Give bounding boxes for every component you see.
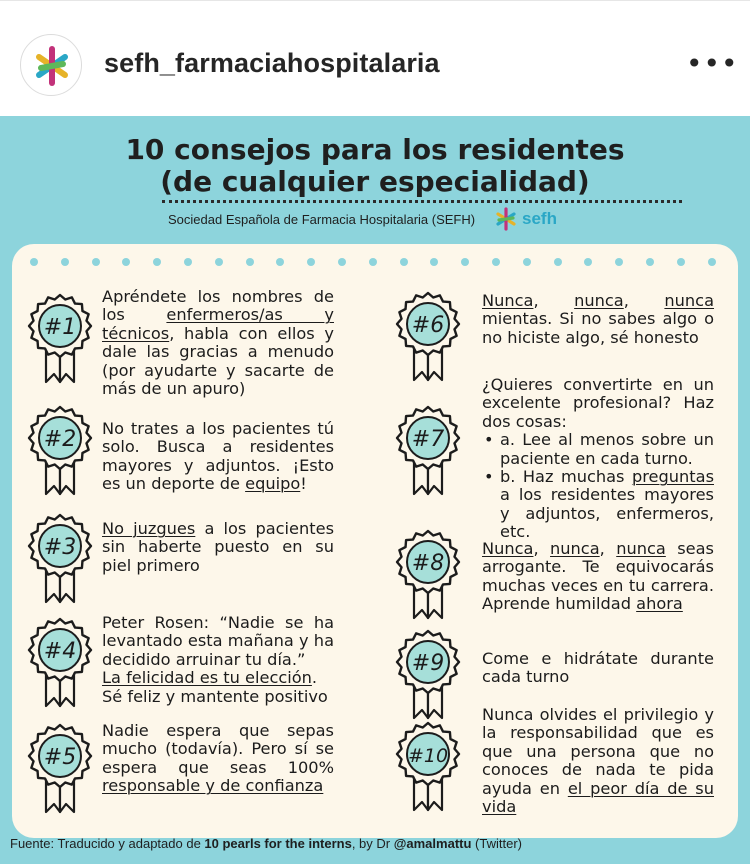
badge-number: #5: [43, 745, 77, 770]
tip-text-fragment: .: [311, 668, 318, 688]
emphasis-text: La felicidad es tu elección: [102, 668, 312, 688]
more-horizontal-icon[interactable]: •••: [686, 47, 739, 80]
tip-text-fragment: Come e hidrátate durante cada turno: [482, 649, 714, 687]
decorative-dot: [276, 258, 284, 266]
decorative-dot: [523, 258, 531, 266]
tip-paragraph: [102, 520, 334, 575]
ribbon-badge-icon: [26, 616, 94, 708]
decorative-dot: [646, 258, 654, 266]
tip-text-fragment: , habla con ellos y dale las gracias a menudo (por ayudarte y sacarte de más de un apuro): [102, 323, 334, 399]
ribbon-badge-icon: [26, 404, 94, 496]
badge-number: #6: [411, 313, 445, 338]
tip-paragraph: [102, 614, 334, 706]
infographic: [0, 116, 750, 864]
tip-bullet-item: [482, 431, 714, 468]
tip-9-text: [482, 650, 714, 687]
tip-text-fragment: !: [300, 474, 307, 494]
tip-text-fragment: ,: [599, 539, 617, 558]
emphasis-text: nunca: [664, 291, 715, 310]
tip-8-text: [482, 540, 714, 614]
badge-number: #3: [43, 535, 77, 560]
badge-number: #4: [43, 639, 77, 664]
decorative-dot: [369, 258, 377, 266]
decorative-dot: [677, 258, 685, 266]
tip-bullet-item: [482, 468, 714, 542]
sefh-logo: [492, 204, 557, 234]
tip-3-text: [102, 520, 334, 575]
sefh-mark-icon: [492, 205, 520, 233]
badge-number: #10: [407, 745, 449, 767]
ribbon-badge-icon: [26, 512, 94, 604]
badge-number: #7: [411, 427, 445, 452]
tip-text-fragment: mientas. Si no sabes algo o no hiciste algo, sé honesto: [482, 309, 714, 347]
tip-text-fragment: ,: [533, 539, 551, 558]
tip-4-text: [102, 614, 334, 706]
badge-number: #1: [43, 315, 77, 340]
footer-prefix: Fuente: Traducido y adaptado de: [10, 836, 205, 851]
emphasis-text: enfermeros/as y técnicos: [102, 305, 334, 343]
tip-text-fragment: a los pacientes sin haberte puesto en su piel primero: [102, 519, 334, 575]
source-footer: [10, 836, 522, 851]
decorative-dot: [307, 258, 315, 266]
tip-7-text: [482, 376, 714, 542]
decorative-dot: [122, 258, 130, 266]
emphasis-text: No juzgues: [102, 519, 196, 538]
tip-paragraph: [482, 376, 714, 431]
title-divider: [162, 200, 682, 203]
decorative-dot: [584, 258, 592, 266]
tip-paragraph: [102, 420, 334, 494]
tip-text-fragment: Apréndete los nombres de los: [102, 287, 334, 325]
poster-title-line1: 10 consejos para los residentes: [125, 133, 625, 166]
decorative-dot: [30, 258, 38, 266]
decorative-dot: [400, 258, 408, 266]
emphasis-text: el peor día de su vida: [482, 778, 714, 817]
ribbon-badge-icon: [394, 404, 462, 496]
tip-paragraph: [482, 292, 714, 347]
decorative-dot: [430, 258, 438, 266]
tips-card: [12, 244, 738, 838]
badge-number: #2: [43, 427, 77, 452]
emphasis-text: nunca: [616, 539, 666, 558]
sefh-logo-text: sefh: [522, 209, 557, 228]
tip-paragraph: [482, 650, 714, 687]
emphasis-text: ahora: [636, 594, 683, 614]
decorative-dot: [61, 258, 69, 266]
tip-6-text: [482, 292, 714, 347]
ribbon-badge-icon: [26, 722, 94, 814]
tip-text-fragment: ,: [623, 291, 665, 310]
ribbon-badge-icon: [394, 528, 462, 620]
tip-paragraph: [102, 722, 334, 796]
tip-5-text: [102, 722, 334, 796]
tip-paragraph: [482, 540, 714, 614]
decorative-dot: [246, 258, 254, 266]
decorative-dot: [92, 258, 100, 266]
emphasis-text: nunca: [550, 539, 600, 558]
decorative-dot: [153, 258, 161, 266]
post-header: [0, 0, 750, 116]
tip-text-fragment: No trates a los pacientes tú solo. Busca a residentes mayores y adjuntos. ¡Esto es un deporte de: [102, 419, 334, 494]
poster-title-line2: (de cualquier especialidad): [160, 165, 590, 198]
tip-text-fragment: b. Haz muchas: [500, 467, 632, 487]
tip-2-text: [102, 420, 334, 494]
emphasis-text: equipo: [245, 474, 301, 494]
emphasis-text: Nunca: [482, 291, 534, 310]
tip-paragraph: [102, 288, 334, 398]
tip-text-fragment: Peter Rosen: “Nadie se ha levantado esta mañana y ha decidido arruinar tu día.”: [102, 613, 334, 669]
ribbon-badge-icon: [394, 290, 462, 382]
ribbon-badge-icon: [394, 720, 462, 812]
decorative-dot: [708, 258, 716, 266]
footer-source: 10 pearls for the interns: [204, 836, 352, 851]
tip-1-text: [102, 288, 334, 398]
tip-text-fragment: Nadie espera que sepas mucho (todavía). Pero sí se espera que seas 100%: [102, 721, 334, 777]
tip-text-fragment: seas arrogante. Te equivocarás muchas veces en tu carrera. Aprende humildad: [482, 539, 714, 614]
poster-subtitle: Sociedad Española de Farmacia Hospitalaria (SEFH): [168, 212, 476, 227]
decorative-dot: [184, 258, 192, 266]
profile-avatar[interactable]: [20, 34, 82, 96]
decorative-dot: [615, 258, 623, 266]
ribbon-badge-icon: [394, 628, 462, 720]
tip-10-text: [482, 706, 714, 816]
tip-text-fragment: ,: [533, 291, 575, 310]
emphasis-text: Nunca: [482, 539, 534, 558]
tip-paragraph: [482, 706, 714, 816]
emphasis-text: nunca: [574, 291, 624, 310]
poster-title: [0, 134, 750, 198]
tip-bullet-list: [482, 431, 714, 541]
emphasis-text: responsable y de confianza: [102, 776, 324, 796]
tip-text-fragment: ¿Quieres convertirte en un excelente profesional? Haz dos cosas:: [482, 375, 714, 431]
ribbon-badge-icon: [26, 292, 94, 384]
badge-number: #9: [411, 651, 445, 676]
sefh-logo-icon: [21, 35, 82, 96]
decorative-dot: [554, 258, 562, 266]
decorative-dot: [338, 258, 346, 266]
emphasis-text: preguntas: [631, 467, 714, 487]
decorative-dot: [215, 258, 223, 266]
tip-text-fragment: a los residentes mayores y adjuntos, enfermeros, etc.: [500, 485, 714, 542]
footer-middle: , by Dr: [351, 836, 394, 851]
tip-text-fragment: a. Lee al menos sobre un paciente en cada turno.: [500, 430, 714, 468]
footer-handle: @amalmattu: [393, 836, 472, 851]
badge-number: #8: [411, 551, 445, 576]
tip-text-fragment: Sé feliz y mantente positivo: [102, 686, 328, 706]
profile-username[interactable]: sefh_farmaciahospitalaria: [104, 48, 440, 78]
decorative-dot: [492, 258, 500, 266]
tip-text-fragment: Nunca olvides el privilegio y la responsabilidad que es que una persona que no conoces de nada te pida ayuda en: [482, 705, 714, 798]
footer-suffix: (Twitter): [471, 836, 522, 851]
decorative-dot: [461, 258, 469, 266]
